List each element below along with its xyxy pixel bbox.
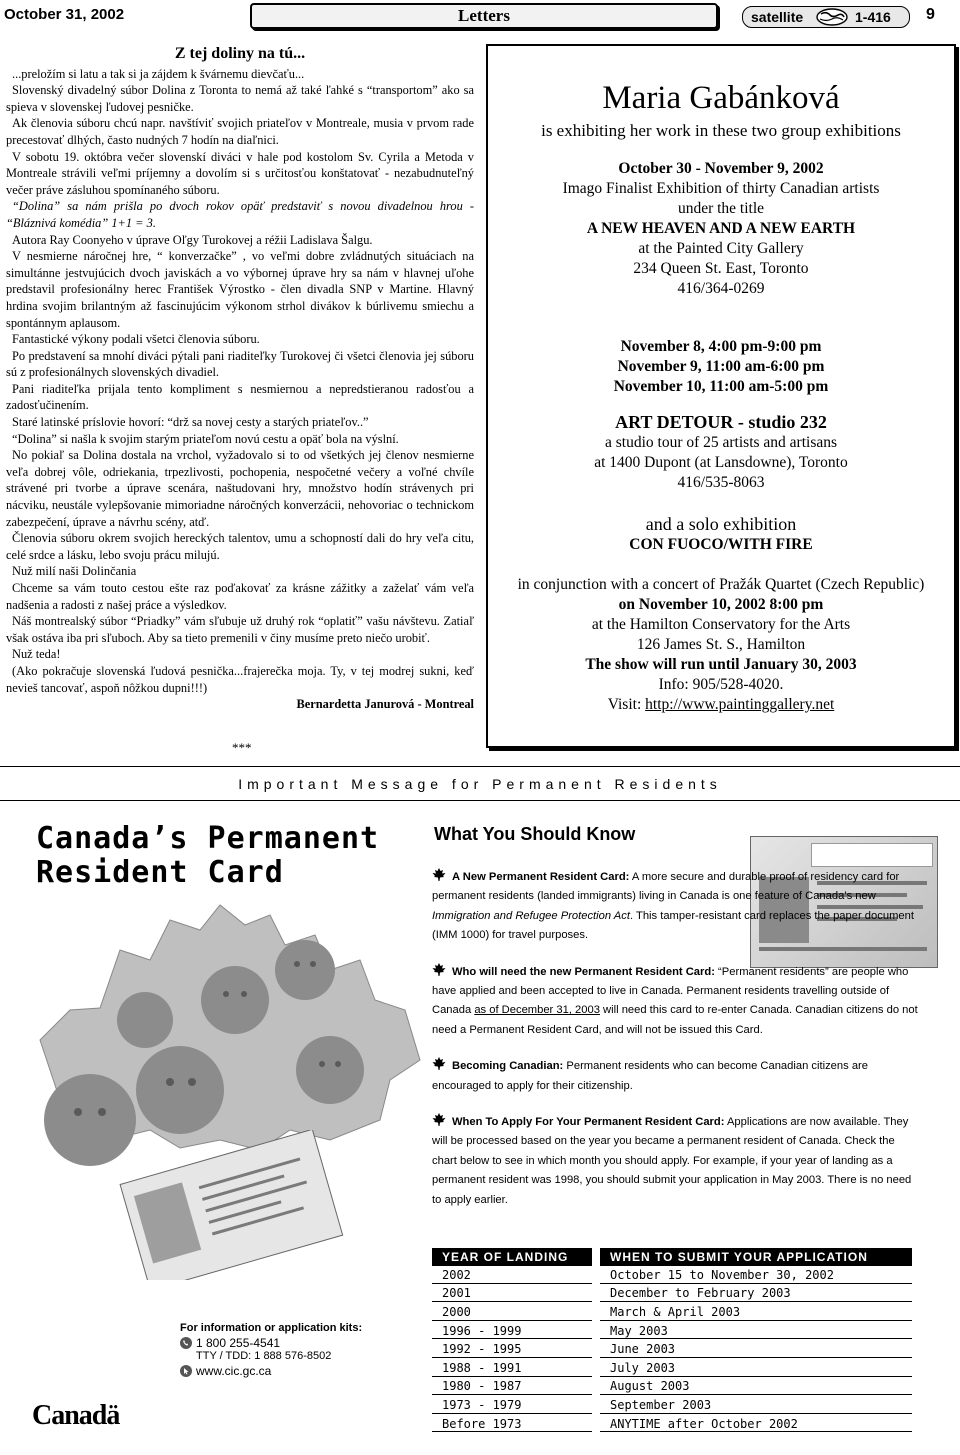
section-title: Letters <box>250 3 718 29</box>
point-lead: Who will need the new Permanent Resident Card: <box>452 965 715 978</box>
tty-number: TTY / TDD: 1 888 576-8502 <box>196 1350 332 1362</box>
article-paragraph: No pokiaľ sa Dolina dostala na vrchol, vyžadovalo si to od všetkých jej členov nesmierne veľa dobrej vôle, odriekania, trpezlivosti, pochopenia, nespočetné večery a voľné chvíle strávené pri tvorbe a úprave scenára, naštudovani hry, množstvo hodín strávenych pri nácviku, neustále vylepšovanie mimoriadne náročných konverzácii, nehovoriac o technickom zabezpečení, úprave a návrhu scény, atď. <box>6 448 474 529</box>
ex2-day3: November 10, 11:00 am-5:00 pm <box>613 378 829 395</box>
article-paragraph: Nuž milí naši Dolinčania <box>12 564 137 579</box>
act-name: Immigration and Refugee Protection Act <box>432 909 630 922</box>
year-cell: 1973 - 1979 <box>432 1396 596 1415</box>
ex1-dates: October 30 - November 9, 2002 <box>618 160 824 177</box>
when-cell: July 2003 <box>596 1358 912 1377</box>
article-paragraph: Členovia súboru okrem svojich hereckých talentov, umu a schopností dali do hry veľa citu, celé srdce a lásku, lebo svoju prácu milujú. <box>6 531 474 562</box>
article-paragraph: Ak členovia súboru chcú napr. navštíviť svojich priateľov v Montreale, musia v prvom rade precestovať dlhých, často nudných 7 hodín na diaľnici. <box>6 116 474 147</box>
visit-label: Visit: <box>607 696 646 713</box>
point-text: Applications are now available. They will be processed based on the year you became a permanent resident of Canada. Check the chart below to see in which month you should apply. For example, if your year of landing as a permanent resident was 1998, you should submit your application in May 2003. There is no need to apply earlier. <box>432 1116 912 1206</box>
website-link[interactable]: www.cic.gc.ca <box>196 1364 272 1378</box>
table-row <box>432 1377 912 1396</box>
letter-article <box>6 46 474 713</box>
solo-title: CON FUOCO/WITH FIRE <box>629 536 813 553</box>
point-lead: When To Apply For Your Permanent Resident Card: <box>452 1116 725 1129</box>
year-cell: Before 1973 <box>432 1414 596 1433</box>
important-banner: Important Message for Permanent Residents <box>238 776 722 792</box>
gallery-link[interactable]: http://www.paintinggallery.net <box>645 696 835 713</box>
solo-info: Info: 905/528-4020. <box>658 676 784 693</box>
when-cell: December to February 2003 <box>596 1284 912 1303</box>
when-cell: August 2003 <box>596 1377 912 1396</box>
point-new-card <box>432 868 918 946</box>
point-lead: Becoming Canadian: <box>452 1060 564 1073</box>
year-cell: 1992 - 1995 <box>432 1340 596 1359</box>
point-text: . This tamper-resistant card replaces the paper document (IMM 1000) for travel purposes. <box>432 909 914 942</box>
article-paragraph: ...preložím si latu a tak si ja zájdem k švárnemu dievčaťu... <box>12 66 305 81</box>
article-paragraph: Fantastické výkony podali všetci členovia súboru. <box>12 332 260 347</box>
year-cell: 1980 - 1987 <box>432 1377 596 1396</box>
table-row <box>432 1303 912 1322</box>
canada-wordmark: Canadä <box>32 1400 120 1431</box>
when-cell: March & April 2003 <box>596 1303 912 1322</box>
when-cell: September 2003 <box>596 1396 912 1415</box>
pr-card-headline <box>36 822 379 890</box>
info-points <box>432 868 918 1227</box>
solo-visit <box>488 695 954 715</box>
headline-line2: Resident Card <box>36 855 284 890</box>
solo-date: on November 10, 2002 8:00 pm <box>618 596 824 613</box>
ex1-line2: under the title <box>677 200 765 217</box>
maple-leaf-icon <box>432 963 446 977</box>
year-cell: 2001 <box>432 1284 596 1303</box>
article-paragraph: Staré latinské príslovie hovorí: “drž sa novej cesty a starých priateľov..” <box>12 415 369 430</box>
separator-stars: *** <box>232 740 252 755</box>
point-text: A more secure and durable proof of residency card for permanent residents (landed immigrants) living in Canada is one feature of Canada’s new <box>432 871 900 903</box>
artist-name: Maria Gabánková <box>602 80 840 116</box>
phone-icon <box>180 1337 192 1349</box>
ex1-venue: at the Painted City Gallery <box>638 240 804 257</box>
satellite-globe-icon <box>815 8 849 26</box>
issue-number: 1-416 <box>855 9 891 25</box>
page-number: 9 <box>926 6 935 23</box>
table-header-row <box>432 1248 912 1266</box>
article-paragraph: Chceme sa vám touto cestou ešte raz poďakovať za krásne zážitky a zaželať vám veľa nadšenia a radosti z našej práce a výsledkov. <box>6 581 474 612</box>
article-paragraph: Slovenský divadelný súbor Dolina z Toronta to nemá až také ľahké s “transportom” ako sa spieva v slovenskej ľudovej pesničke. <box>6 83 474 114</box>
ex2-line1: a studio tour of 25 artists and artisans <box>604 434 838 451</box>
application-schedule-table <box>432 1248 912 1433</box>
headline-line1: Canada’s Permanent <box>36 821 380 856</box>
ex2-day1: November 8, 4:00 pm-9:00 pm <box>620 338 822 355</box>
point-text: will need this card to re-enter Canada. Canadian citizens do not need a Permanent Resident Card, and will not be issued this Card. <box>432 1004 918 1036</box>
phone-line <box>180 1337 362 1350</box>
contact-info <box>180 1322 362 1378</box>
ex2-phone: 416/535-8063 <box>677 474 765 491</box>
ex2-title: ART DETOUR - studio 232 <box>615 412 827 432</box>
article-paragraph: Po predstavení sa mnohí diváci pýtali pani riaditeľky Turokovej či všetci členovia jej súboru sú z profesionálnych slovenských divadiel. <box>6 348 474 380</box>
article-paragraph: Náš montrealský súbor “Priadky” vám sľubuje už druhý rok “oplatiť” vašu návštevu. Zatiaľ však ostáva iba pri sľuboch. Aby sa tieto premenili v činy musíme preto niečo urobiť. <box>6 614 474 645</box>
point-text: “Permanent residents” are people who have applied and been accepted to live in Canada. Permanent residents travelling outside of Canada <box>432 965 909 1017</box>
ex2-day2: November 9, 11:00 am-6:00 pm <box>617 358 825 375</box>
web-line <box>180 1365 362 1378</box>
masthead-logo <box>742 6 910 28</box>
article-title: Z tej doliny na tú... <box>174 45 306 62</box>
ex2-line2: at 1400 Dupont (at Lansdowne), Toronto <box>594 454 848 471</box>
maple-leaf-icon <box>432 1057 446 1071</box>
when-cell: ANYTIME after October 2002 <box>596 1414 912 1433</box>
solo-address: 126 James St. S., Hamilton <box>636 636 806 653</box>
table-row <box>432 1414 912 1433</box>
point-text: Permanent residents who can become Canadian citizens are encouraged to apply for their citizenship. <box>432 1060 868 1092</box>
mouse-icon <box>180 1365 192 1377</box>
point-when-to-apply <box>432 1113 918 1210</box>
article-paragraph: Pani riaditeľka prijala tento kompliment s nesmiernou a nepredstieranou radosťou a zadosťučinením. <box>6 381 474 413</box>
pr-card-tilted-illustration <box>110 1130 350 1280</box>
col-year-of-landing: YEAR OF LANDING <box>432 1248 596 1266</box>
year-cell: 2002 <box>432 1266 596 1284</box>
solo-run: The show will run until January 30, 2003 <box>585 656 857 673</box>
ex1-phone: 416/364-0269 <box>677 280 765 297</box>
col-when-to-submit: WHEN TO SUBMIT YOUR APPLICATION <box>596 1248 912 1266</box>
when-cell: June 2003 <box>596 1340 912 1359</box>
article-paragraph: V sobotu 19. októbra večer slovenskí diváci v hale pod kostolom Sv. Cyrila a Metoda v Montreale strávili veľmi príjemny a dovolím si s určitosťou konštatovať - nezabudnuteľný večer práve zásluhou spomínaného súboru. <box>6 149 474 197</box>
top-rule <box>0 766 960 767</box>
point-becoming-canadian <box>432 1057 918 1096</box>
issue-date: October 31, 2002 <box>4 6 125 23</box>
table-row <box>432 1284 912 1303</box>
article-paragraph: V nesmierne náročnej hre, “ konverzačke” , vo veľmi dobre zvládnutých situáciach na simultánne jestvujúcich dvoch javiskách a vo výbornej úprave hry sa nám v hlavnej uľohe predstavil profesionálny herec František Výrostko - člen divadla SNP v Martine. Hlavný hrdina svojim brilantným až fascinujúcim výkonom strhol divákov k búrlivemu smiechu a spontánnym aplausom. <box>6 249 474 330</box>
table-row <box>432 1266 912 1284</box>
maple-leaf-icon <box>432 868 446 882</box>
article-paragraph: Nuž teda! <box>12 647 61 662</box>
solo-concert: in conjunction with a concert of Pražák Quartet (Czech Republic) <box>517 576 925 593</box>
year-cell: 1996 - 1999 <box>432 1321 596 1340</box>
solo-intro: and a solo exhibition <box>645 514 797 534</box>
point-lead: A New Permanent Resident Card: <box>452 871 630 883</box>
solo-venue: at the Hamilton Conservatory for the Arts <box>591 616 851 633</box>
point-who-needs <box>432 963 918 1041</box>
year-cell: 2000 <box>432 1303 596 1322</box>
table-row <box>432 1321 912 1340</box>
exhibition-ad <box>486 44 956 748</box>
banner-rule <box>0 800 960 801</box>
deadline-date: as of December 31, 2003 <box>474 1004 600 1017</box>
when-cell: October 15 to November 30, 2002 <box>596 1266 912 1284</box>
article-signature: Bernardetta Janurová - Montreal <box>296 697 474 712</box>
table-row <box>432 1358 912 1377</box>
ex1-title: A NEW HEAVEN AND A NEW EARTH <box>586 220 856 237</box>
logo-text: satellite <box>751 9 804 25</box>
table-row <box>432 1340 912 1359</box>
table-row <box>432 1396 912 1415</box>
ex1-line1: Imago Finalist Exhibition of thirty Canadian artists <box>562 180 880 197</box>
phone-number[interactable]: 1 800 255-4541 <box>196 1336 281 1350</box>
ex1-address: 234 Queen St. East, Toronto <box>633 260 809 277</box>
ad-intro: is exhibiting her work in these two group exhibitions <box>541 121 901 140</box>
article-paragraph: Autora Ray Coonyeho v úprave Oľgy Turokovej a réžii Ladislava Šalgu. <box>12 232 373 247</box>
what-you-should-know: What You Should Know <box>434 824 636 844</box>
year-cell: 1988 - 1991 <box>432 1358 596 1377</box>
article-paragraph: “Dolina” si našla k svojim starým priateľom novú cestu a opäť bola na výslní. <box>12 431 399 446</box>
info-title: For information or application kits: <box>180 1322 363 1334</box>
article-paragraph: “Dolina” sa nám prišla po dvoch rokov opäť predstaviť s novou divadelnou hrou - “Bláznivá komédia” 1+1 = 3. <box>6 199 474 230</box>
article-paragraph: (Ako pokračuje slovenská ľudová pesnička...frajerečka moja. Ty, v tej modrej sukni, keď nevieš tancovať, aspoň nôžkou dupni!!!) <box>6 663 474 695</box>
maple-leaf-icon <box>432 1113 446 1127</box>
when-cell: May 2003 <box>596 1321 912 1340</box>
